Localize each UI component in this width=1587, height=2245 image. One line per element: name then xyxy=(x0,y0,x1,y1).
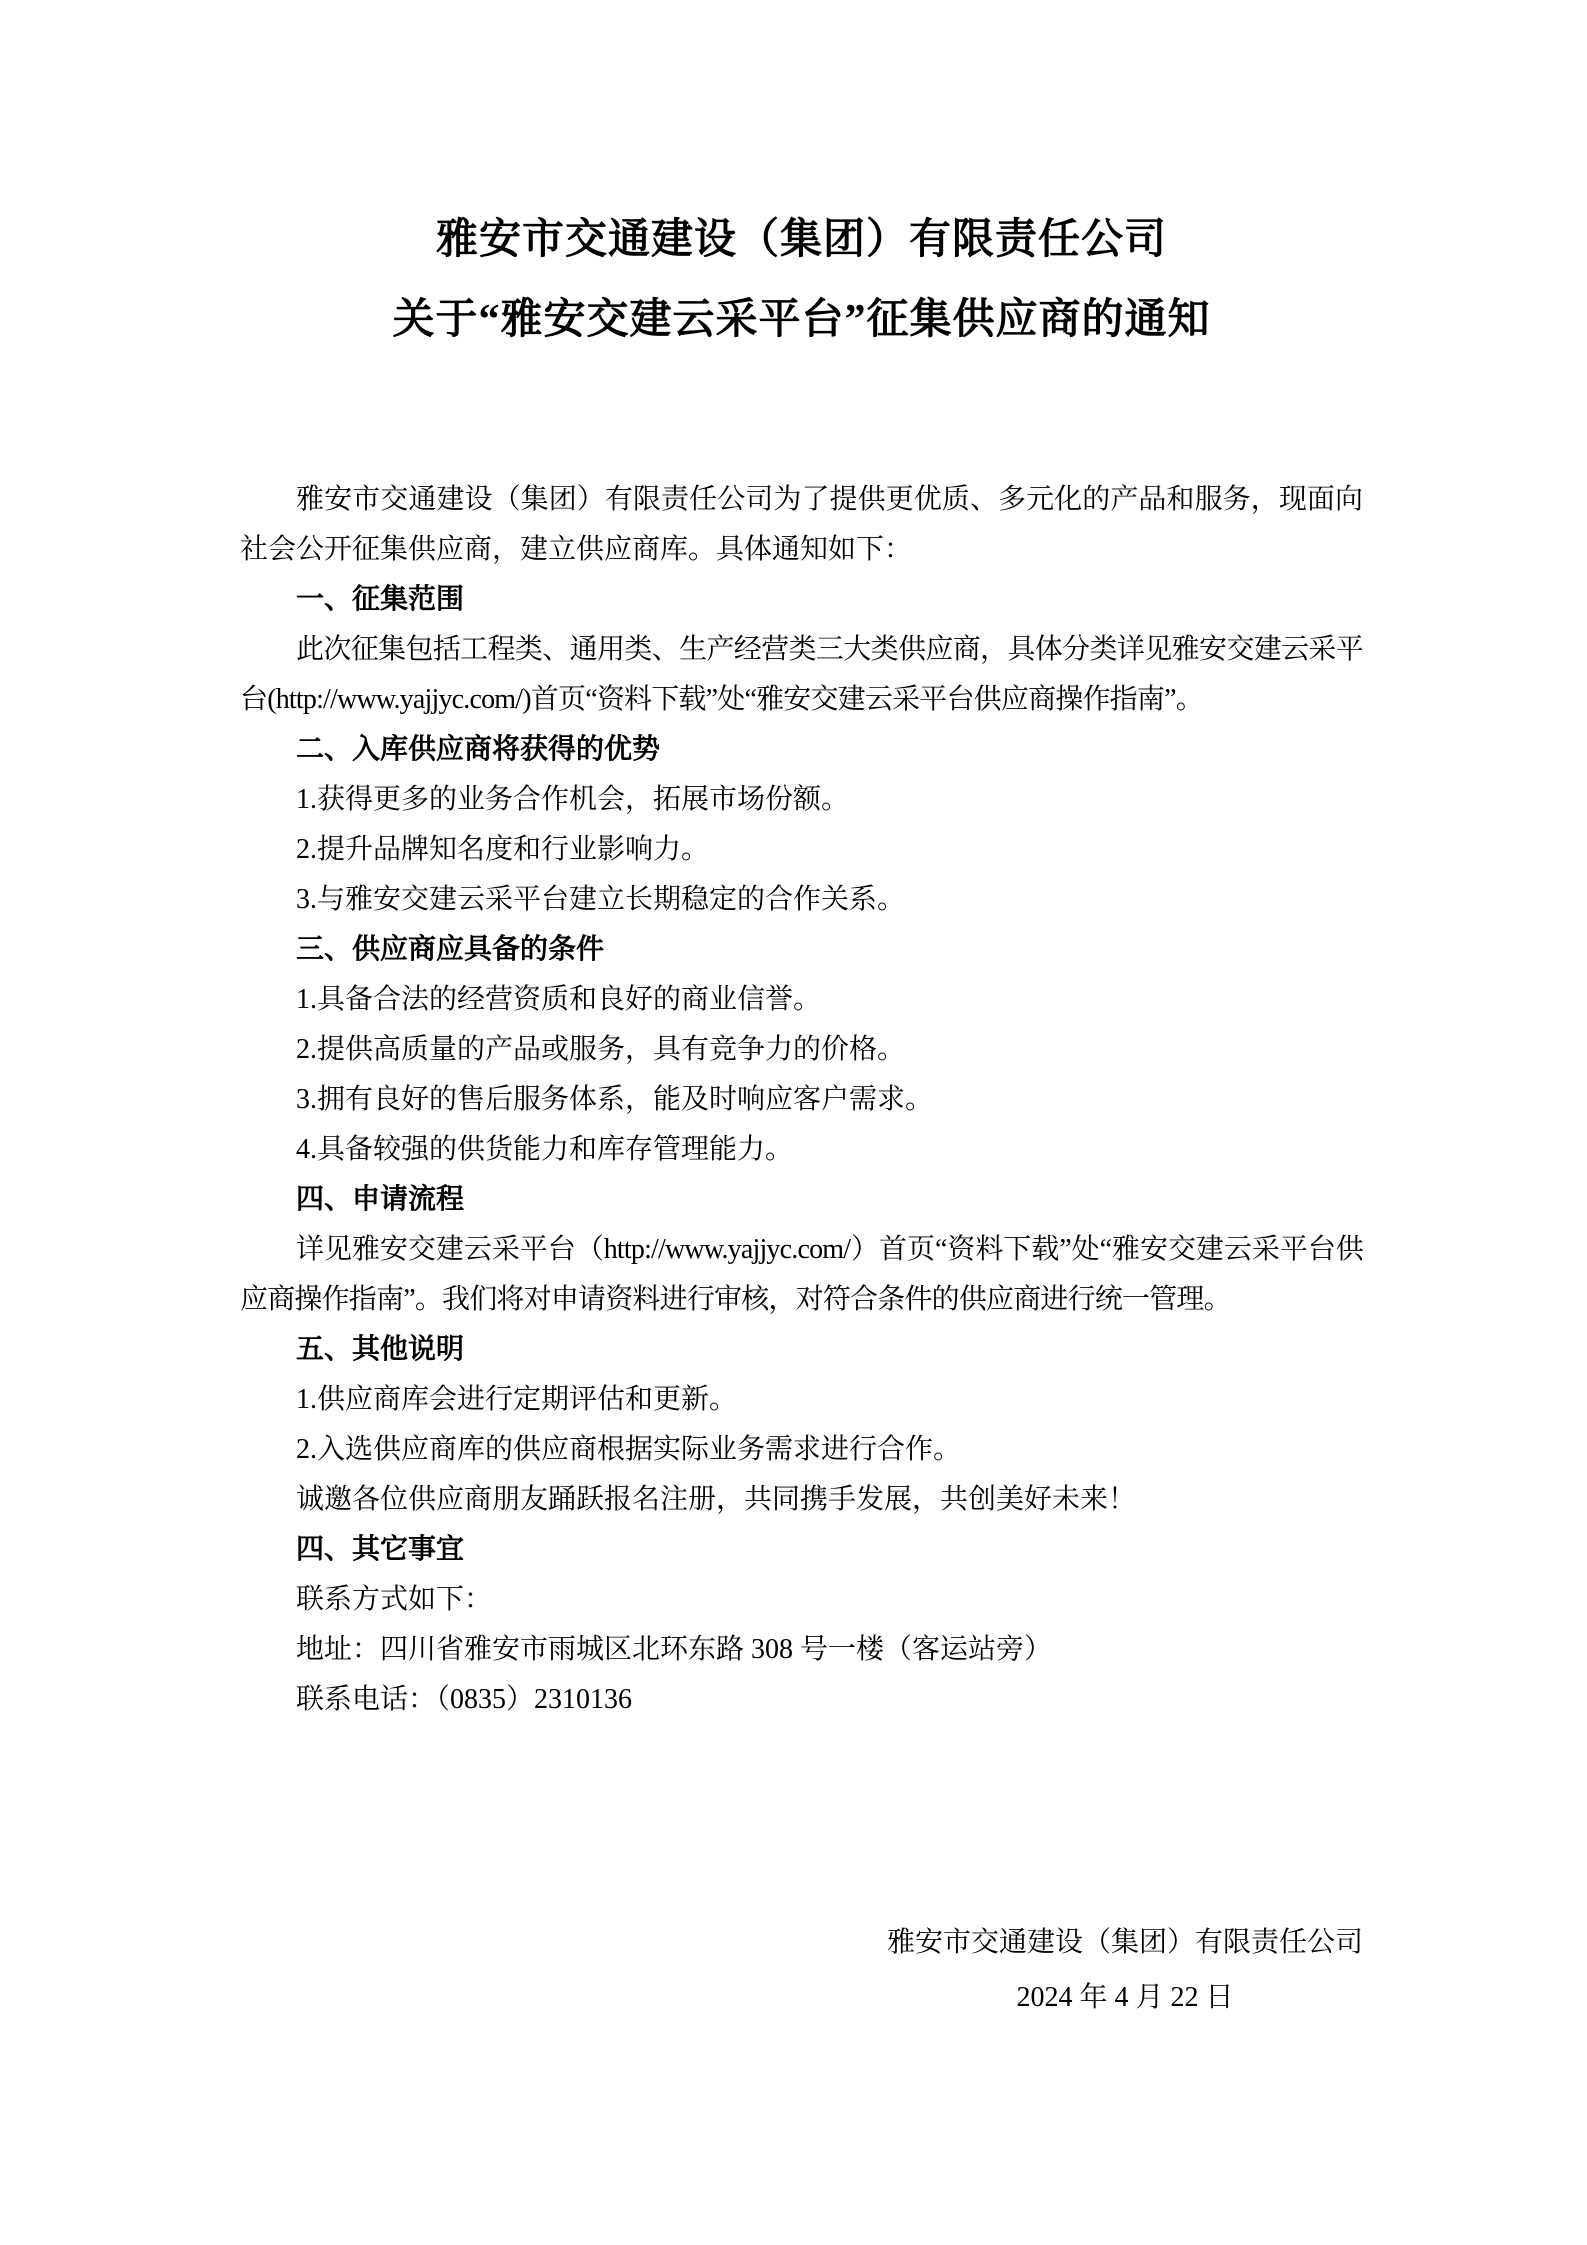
document-body xyxy=(240,475,1363,1725)
signature-date: 2024 年 4 月 22 日 xyxy=(1016,1982,1234,2013)
document-title-line1: 雅安市交通建设（集团）有限责任公司 xyxy=(435,217,1167,263)
section-heading-2: 二、入库供应商将获得的优势 xyxy=(296,734,661,765)
section-3-item-4: 4.具备较强的供货能力和库存管理能力。 xyxy=(296,1134,794,1165)
section-2-item-1: 1.获得更多的业务合作机会，拓展市场份额。 xyxy=(296,784,850,815)
section-4-paragraph: 详见雅安交建云采平台（http://www.yajjyc.com/）首页“资料下载”处“雅安交建云采平台供应商操作指南”。我们将对申请资料进行审核，对符合条件的供应商进行统一管理。 xyxy=(240,1234,1363,1315)
intro-paragraph: 雅安市交通建设（集团）有限责任公司为了提供更优质、多元化的产品和服务，现面向社会公开征集供应商，建立供应商库。具体通知如下： xyxy=(240,484,1363,565)
section-3-item-2: 2.提供高质量的产品或服务，具有竞争力的价格。 xyxy=(296,1034,906,1065)
section-heading-6: 四、其它事宜 xyxy=(296,1534,465,1565)
signature-block xyxy=(887,1915,1363,2025)
section-2-item-3: 3.与雅安交建云采平台建立长期稳定的合作关系。 xyxy=(296,884,906,915)
section-5-item-2: 2.入选供应商库的供应商根据实际业务需求进行合作。 xyxy=(296,1434,962,1465)
signature-company: 雅安市交通建设（集团）有限责任公司 xyxy=(886,1927,1363,1958)
section-heading-4: 四、申请流程 xyxy=(296,1184,465,1215)
section-5-invitation: 诚邀各位供应商朋友踊跃报名注册，共同携手发展，共创美好未来！ xyxy=(296,1484,1137,1515)
contact-address: 地址：四川省雅安市雨城区北环东路 308 号一楼（客运站旁） xyxy=(296,1634,1053,1665)
section-heading-3: 三、供应商应具备的条件 xyxy=(296,934,605,965)
section-1-paragraph: 此次征集包括工程类、通用类、生产经营类三大类供应商，具体分类详见雅安交建云采平台(http://www.yajjyc.com/)首页“资料下载”处“雅安交建云采平台供应商操作指南”。 xyxy=(240,634,1363,715)
document-title-line2: 关于“雅安交建云采平台”征集供应商的通知 xyxy=(392,297,1211,343)
contact-intro: 联系方式如下： xyxy=(296,1584,493,1615)
section-3-item-3: 3.拥有良好的售后服务体系，能及时响应客户需求。 xyxy=(296,1084,934,1115)
section-5-item-1: 1.供应商库会进行定期评估和更新。 xyxy=(296,1384,738,1415)
section-3-item-1: 1.具备合法的经营资质和良好的商业信誉。 xyxy=(296,984,822,1015)
section-heading-5: 五、其他说明 xyxy=(296,1334,465,1365)
section-heading-1: 一、征集范围 xyxy=(296,584,465,615)
section-2-item-2: 2.提升品牌知名度和行业影响力。 xyxy=(296,834,710,865)
contact-phone: 联系电话：（0835）2310136 xyxy=(296,1684,633,1715)
